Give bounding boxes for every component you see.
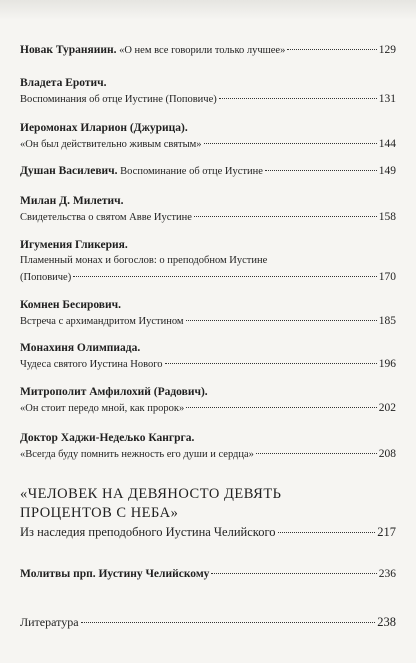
toc-line [20, 524, 396, 540]
entry-title: Воспоминание об отце Иустине [120, 166, 263, 177]
entry-title: «О нем все говорили только лучшее» [119, 45, 286, 56]
section-title-line2: ПРОЦЕНТОВ С НЕБА» [20, 505, 179, 521]
section-subtitle: Из наследия преподобного Иустина Челийского [20, 525, 276, 539]
entry-page: 208 [378, 448, 396, 460]
dot-leader [165, 363, 377, 364]
entry-author: Новак Тураняиин. [20, 44, 117, 56]
entry-title: «Он стоит передо мной, как пророк» [20, 403, 185, 414]
dot-leader [186, 320, 377, 321]
toc-line [20, 253, 396, 269]
toc-line [20, 614, 396, 630]
entry-title: Свидетельства о святом Авве Иустине [20, 212, 192, 223]
entry-page: 131 [378, 93, 396, 105]
prayers-title: Молитвы прп. Иустину Челийскому [20, 568, 210, 580]
dot-leader [81, 622, 376, 623]
toc-entry-7 [20, 297, 396, 330]
entry-page: 202 [378, 402, 396, 414]
entry-title: «Он был действительно живым святым» [20, 139, 202, 150]
entry-title: Чудеса святого Иустина Нового [20, 359, 163, 370]
toc-entry-6 [20, 237, 396, 286]
toc-line [20, 400, 396, 417]
page-top-shadow [0, 0, 416, 20]
toc-line [20, 209, 396, 226]
entry-title: Воспоминания об отце Иустине (Поповиче) [20, 94, 217, 105]
toc-line [20, 42, 396, 59]
entry-page: 158 [378, 211, 396, 223]
dot-leader [265, 170, 377, 171]
entry-page: 170 [378, 271, 396, 283]
dot-leader [194, 216, 377, 217]
toc-entry-2 [20, 75, 396, 108]
entry-author: Митрополит Амфилохий (Радович). [20, 386, 208, 398]
toc-line [20, 313, 396, 330]
toc-entry-1 [20, 42, 396, 59]
toc-entry-4 [20, 163, 396, 180]
entry-page: 185 [378, 315, 396, 327]
literature-entry [20, 614, 396, 630]
entry-author: Милан Д. Милетич. [20, 195, 124, 207]
entry-author: Душан Василевич. [20, 165, 118, 177]
entry-title: «Всегда буду помнить нежность его души и сердца» [20, 449, 254, 460]
entry-title: Встреча с архимандритом Иустином [20, 316, 184, 327]
toc-line [20, 446, 396, 463]
literature-title: Литература [20, 615, 79, 629]
toc-entry-8 [20, 340, 396, 373]
dot-leader [211, 573, 376, 574]
toc-entry-3 [20, 120, 396, 153]
prayers-entry [20, 566, 396, 583]
section-subtitle-entry [20, 524, 396, 540]
dot-leader [278, 532, 376, 533]
toc-line [20, 91, 396, 108]
dot-leader [287, 49, 376, 50]
toc-line [20, 566, 396, 583]
entry-author: Иеромонах Иларион (Джурица). [20, 122, 188, 134]
section-heading [20, 485, 396, 523]
entry-author: Доктор Хаджи-Недељко Кангрга. [20, 432, 195, 444]
entry-page: 149 [378, 165, 396, 177]
entry-page: 129 [378, 44, 396, 56]
toc-entry-9 [20, 384, 396, 417]
dot-leader [256, 453, 377, 454]
entry-author: Владета Еротич. [20, 77, 107, 89]
entry-author: Монахиня Олимпиада. [20, 342, 141, 354]
entry-page: 196 [378, 358, 396, 370]
section-title-line1: «ЧЕЛОВЕК НА ДЕВЯНОСТО ДЕВЯТЬ [20, 486, 282, 502]
toc-entry-5 [20, 193, 396, 226]
entry-page: 217 [377, 525, 396, 539]
entry-title-cont: (Поповиче) [20, 272, 72, 283]
toc-entry-10 [20, 430, 396, 463]
toc-line [20, 163, 396, 180]
toc-line [20, 269, 396, 286]
entry-page: 236 [378, 568, 396, 580]
dot-leader [186, 407, 377, 408]
entry-author: Игумения Гликерия. [20, 239, 128, 251]
entry-title: Пламенный монах и богослов: о преподобном Иустине [20, 255, 268, 266]
toc-line [20, 136, 396, 153]
dot-leader [204, 143, 377, 144]
dot-leader [73, 276, 377, 277]
toc-line [20, 356, 396, 373]
entry-page: 238 [377, 615, 396, 629]
entry-page: 144 [378, 138, 396, 150]
dot-leader [219, 98, 377, 99]
entry-author: Комнен Бесирович. [20, 299, 121, 311]
